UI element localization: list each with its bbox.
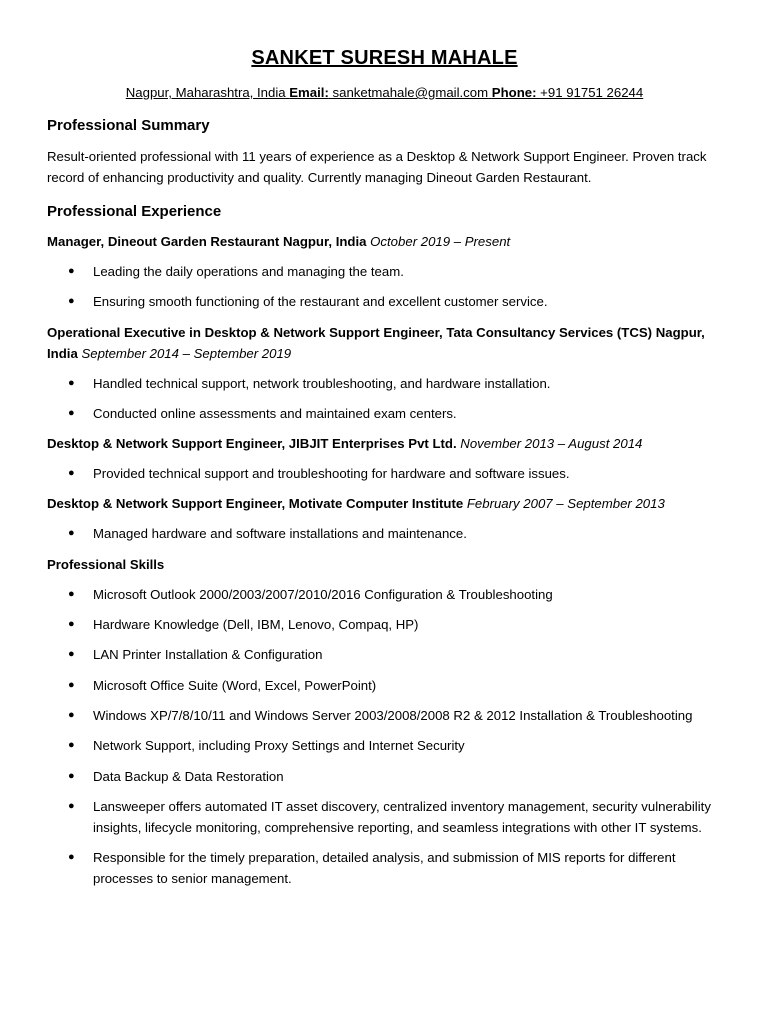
email-value: sanketmahale@gmail.com xyxy=(332,85,489,100)
job-dates: November 2013 – August 2014 xyxy=(460,436,643,452)
list-item-text: Handled technical support, network troubleshooting, and hardware installation. xyxy=(93,375,551,391)
job-title: Operational Executive in Desktop & Network Support Engineer, Tata Consultancy Services (TCS) Nagpur, India xyxy=(47,324,705,361)
list-item-text: Provided technical support and troubleshooting for hardware and software issues. xyxy=(93,466,570,482)
list-item xyxy=(47,644,722,665)
list-item-text: Microsoft Outlook 2000/2003/2007/2010/2016 Configuration & Troubleshooting xyxy=(93,586,553,602)
list-item xyxy=(47,614,722,635)
bullet-icon: ● xyxy=(68,295,75,308)
list-item-text: Ensuring smooth functioning of the restaurant and excellent customer service. xyxy=(93,294,548,310)
bullet-icon: ● xyxy=(68,678,75,691)
location: Nagpur, Maharashtra, India xyxy=(125,85,286,100)
bullet-icon: ● xyxy=(68,467,75,480)
list-item-text: Lansweeper offers automated IT asset discovery, centralized inventory management, security vulnerability insights, lifecycle monitoring, comprehensive reporting, and seamless integrations with other IT systems. xyxy=(93,798,711,835)
list-item-text: Microsoft Office Suite (Word, Excel, PowerPoint) xyxy=(93,677,377,693)
bullet-icon: ● xyxy=(68,648,75,661)
candidate-name: SANKET SURESH MAHALE xyxy=(251,47,518,69)
list-item xyxy=(47,796,722,838)
list-item xyxy=(47,261,722,282)
contact-line xyxy=(47,84,722,102)
bullet-icon: ● xyxy=(68,376,75,389)
bullet-icon: ● xyxy=(68,527,75,540)
job-dates: February 2007 – September 2013 xyxy=(466,496,665,512)
list-item-text: Network Support, including Proxy Settings and Internet Security xyxy=(93,738,465,754)
list-item-text: Managed hardware and software installations and maintenance. xyxy=(93,526,467,542)
list-item-text: LAN Printer Installation & Configuration xyxy=(93,647,323,663)
job-title: Desktop & Network Support Engineer, Motivate Computer Institute xyxy=(47,496,464,512)
list-item-text: Windows XP/7/8/10/11 and Windows Server 2003/2008/2008 R2 & 2012 Installation & Troubleshooting xyxy=(93,707,693,723)
bullet-icon: ● xyxy=(68,618,75,631)
summary-heading: Professional Summary xyxy=(47,117,210,134)
list-item xyxy=(47,847,722,889)
email-label: Email: xyxy=(289,85,329,100)
job-dates: October 2019 – Present xyxy=(370,234,511,249)
list-item-text: Hardware Knowledge (Dell, IBM, Lenovo, Compaq, HP) xyxy=(93,617,419,633)
bullet-icon: ● xyxy=(68,587,75,600)
list-item xyxy=(47,584,722,605)
bullet-icon: ● xyxy=(68,739,75,752)
list-item xyxy=(47,766,722,787)
job-bullets xyxy=(47,261,722,312)
job-heading xyxy=(47,433,722,454)
skills-heading: Professional Skills xyxy=(47,556,165,572)
job-title: Manager, Dineout Garden Restaurant Nagpur, India xyxy=(47,234,367,249)
list-item xyxy=(47,735,722,756)
list-item-text: Leading the daily operations and managing the team. xyxy=(93,264,404,279)
job-bullets xyxy=(47,373,722,424)
phone-value: +91 91751 26244 xyxy=(540,85,644,100)
list-item-text: Conducted online assessments and maintained exam centers. xyxy=(93,405,457,421)
bullet-icon: ● xyxy=(68,708,75,721)
list-item xyxy=(47,373,722,394)
list-item xyxy=(47,463,722,484)
job-heading xyxy=(47,322,722,364)
phone-label: Phone: xyxy=(491,85,537,100)
bullet-icon: ● xyxy=(68,265,75,277)
list-item xyxy=(47,675,722,696)
bullet-icon: ● xyxy=(68,769,75,782)
list-item xyxy=(47,403,722,424)
skills-list xyxy=(47,584,722,889)
list-item xyxy=(47,523,722,544)
job-title: Desktop & Network Support Engineer, JIBJIT Enterprises Pvt Ltd. xyxy=(47,436,457,452)
bullet-icon: ● xyxy=(68,406,75,419)
list-item-text: Responsible for the timely preparation, detailed analysis, and submission of MIS reports for different processes to senior management. xyxy=(93,850,676,887)
job-dates: September 2014 – September 2019 xyxy=(81,345,292,361)
summary-text: Result-oriented professional with 11 years of experience as a Desktop & Network Support Engineer. Proven track record of enhancing productivity and quality. Currently managing Dineout Garden Restaurant. xyxy=(47,149,707,185)
bullet-icon: ● xyxy=(68,851,75,864)
job-heading xyxy=(47,231,722,252)
experience-heading: Professional Experience xyxy=(47,203,222,220)
list-item-text: Data Backup & Data Restoration xyxy=(93,768,284,784)
job-bullets xyxy=(47,523,722,544)
list-item xyxy=(47,705,722,726)
list-item xyxy=(47,291,722,312)
job-heading xyxy=(47,493,722,514)
bullet-icon: ● xyxy=(68,799,75,812)
job-bullets xyxy=(47,463,722,484)
